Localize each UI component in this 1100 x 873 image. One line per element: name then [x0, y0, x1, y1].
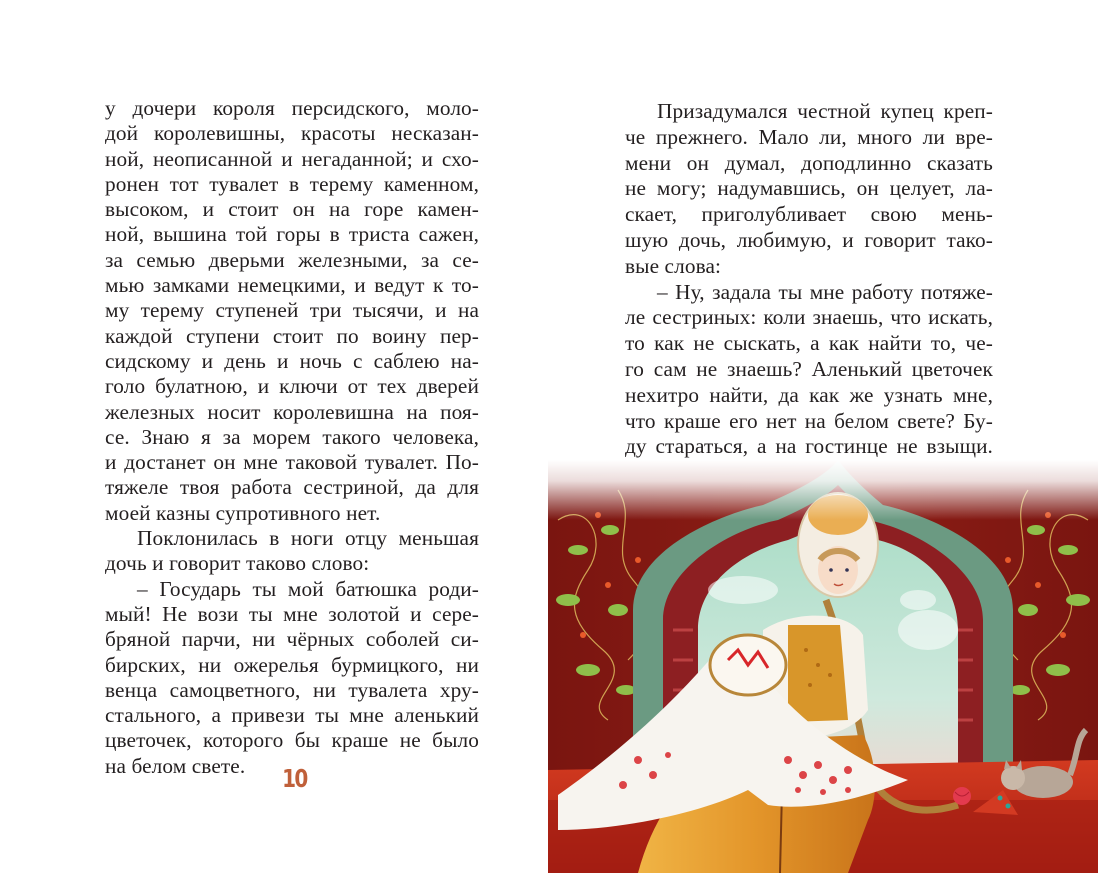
text-line: Поклонилась в ноги отцу меньшая — [137, 526, 479, 551]
text-line: вые слова: — [625, 253, 722, 278]
text-line: стального, а привези ты мне аленький — [105, 703, 479, 728]
illustration-art — [548, 460, 1098, 873]
text-line: го сам не знаешь? Аленький цветочек — [625, 356, 993, 381]
right-page — [550, 0, 1100, 873]
text-line: нехитро найти, да как же узнать мне, — [625, 382, 993, 407]
text-line: сидскому и день и ночь с саблею на- — [105, 348, 479, 373]
text-line: му терему ступеней три тысячи, и на — [105, 298, 479, 323]
text-line: на белом свете. — [105, 753, 246, 778]
text-line: не могу; надумавшись, он целует, ла- — [625, 176, 993, 201]
text-line: железных носит королевишна на поя- — [105, 399, 479, 424]
text-line: се. Знаю я за морем такого человека, — [105, 424, 479, 449]
text-line: мый! Не вози ты мне золотой и сере- — [105, 601, 479, 626]
text-line: то как не сыскать, а как найти то, че- — [625, 331, 993, 356]
text-line: за семью дверьми железными, за се- — [105, 247, 479, 272]
text-line: ронен тот тувалет в терему каменном, — [105, 171, 479, 196]
text-line: бирских, ни ожерелья бурмицкого, ни — [105, 652, 479, 677]
text-line: каждой ступени стоит по воину пер- — [105, 323, 479, 348]
text-line: ле сестриных: коли знаешь, что искать, — [625, 305, 993, 330]
text-line: Призадумался честной купец креп- — [657, 99, 993, 123]
text-line: высоком, и стоит он на горе камен- — [105, 197, 479, 222]
page-number: 10 — [282, 764, 307, 793]
text-line: тяжеле твоя работа сестриной, да для — [105, 475, 479, 500]
text-line: дочь и говорит таково слово: — [105, 551, 370, 576]
text-line: скает, приголубливает свою мень- — [625, 202, 993, 227]
text-line: бряной парчи, ни чёрных соболей си- — [105, 627, 479, 652]
text-line: ной, неописанной и негаданной; и схо- — [105, 146, 479, 171]
text-line: и достанет он мне таковой тувалет. По- — [105, 450, 479, 475]
text-line: что краше его нет на белом свете? Бу- — [625, 408, 993, 433]
text-line: венца самоцветного, ни тувалета хру- — [105, 677, 479, 702]
illustration-top-fade — [548, 460, 1098, 520]
text-line: голо булатною, и ключи от тех дверей — [105, 374, 479, 399]
text-line: ной, вышина той горы в триста сажен, — [105, 222, 479, 247]
text-line: шую дочь, любимую, и говорит тако- — [625, 227, 993, 252]
left-text-column — [105, 96, 479, 779]
text-line: – Государь ты мой батюшка роди- — [137, 576, 479, 601]
text-line: че прежнего. Мало ли, много ли вре- — [625, 124, 993, 149]
text-line: – Ну, задала ты мне работу потяже- — [657, 279, 993, 304]
illustration-girl-embroidering — [548, 460, 1098, 873]
text-line: моей казны супротивного нет. — [105, 500, 381, 525]
right-text-column — [625, 99, 993, 460]
text-line: мью замками немецкими, и ведут к то- — [105, 273, 479, 298]
text-line: цветочек, которого бы краше не было — [105, 728, 479, 753]
text-line: мени он думал, доподлинно сказать — [625, 150, 993, 175]
text-line: ду стараться, а на гостинце не взыщи. — [625, 434, 993, 459]
text-line: у дочери короля персидского, моло- — [105, 96, 479, 120]
text-line: дой королевишны, красоты несказан- — [105, 121, 479, 146]
